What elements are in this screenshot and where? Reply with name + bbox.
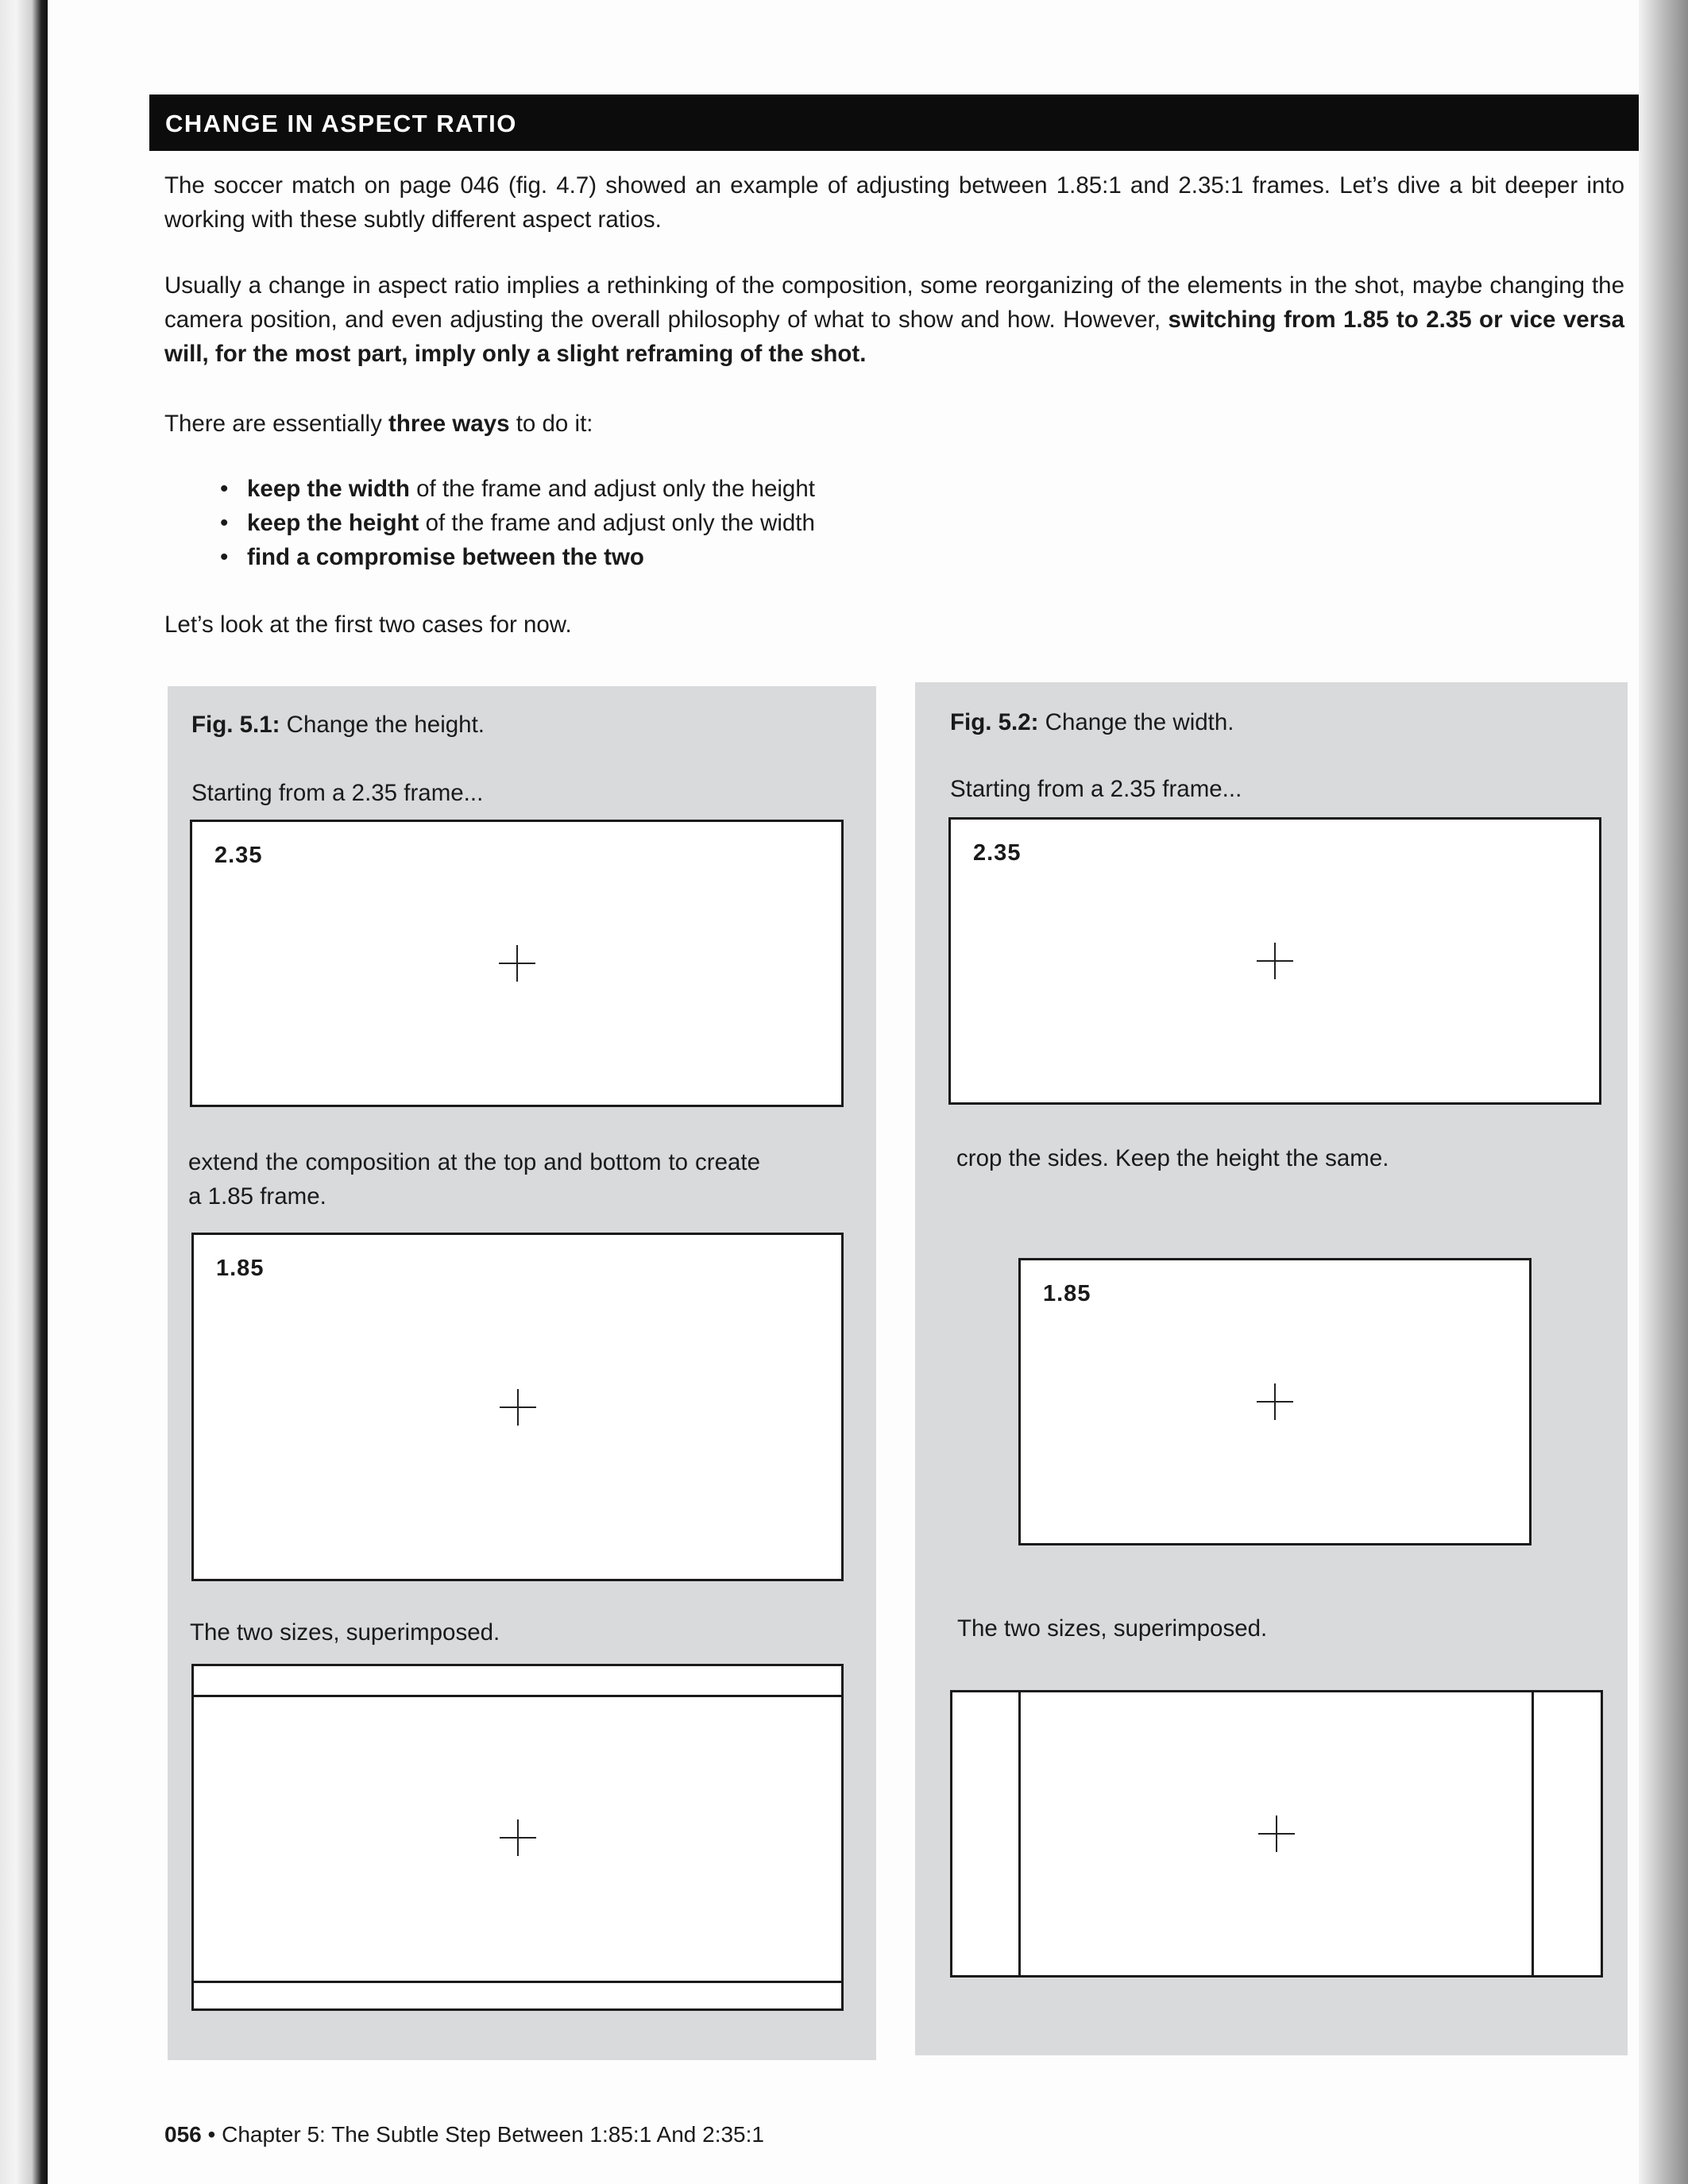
separator: • bbox=[201, 2122, 222, 2147]
section-title: CHANGE IN ASPECT RATIO bbox=[165, 110, 517, 137]
text: Usually a change in aspect ratio implies a rethinking of the composition, some reorganizing of the elements in the shot, maybe changing the camera position, and even adjusting the overall philosophy of what to show and how. However, bbox=[164, 272, 1624, 333]
page-footer bbox=[164, 2122, 764, 2147]
fig2-caption bbox=[950, 705, 1234, 739]
bullet-item bbox=[220, 506, 815, 540]
frame-2-35-bottom-line bbox=[194, 1981, 841, 1983]
frame-label: 2.35 bbox=[214, 843, 263, 868]
bold-text: find a compromise between the two bbox=[247, 544, 644, 570]
page-number: 056 bbox=[164, 2122, 202, 2147]
paragraph-three-ways bbox=[164, 407, 1624, 441]
frame-superimposed bbox=[191, 1664, 844, 2011]
frame-superimposed bbox=[950, 1690, 1603, 1978]
bold-text: switching from 1.85 to 2.35 or vice versa will, for the most part, imply only a slight reframing of the shot. bbox=[164, 307, 1624, 367]
paragraph-first-two: Let’s look at the first two cases for now. bbox=[164, 612, 572, 638]
fig2-start-text: Starting from a 2.35 frame... bbox=[950, 776, 1242, 802]
paragraph-intro: The soccer match on page 046 (fig. 4.7) showed an example of adjusting between 1.85:1 and 2.35:1 frames. Let’s dive a bit deeper into working with these subtly different aspect ratios. bbox=[164, 172, 1624, 233]
frame-2-35 bbox=[190, 820, 844, 1107]
frame-1-85-left-line bbox=[1018, 1692, 1021, 1975]
fig-title: Change the height. bbox=[280, 712, 485, 738]
frame-1-85-right-line bbox=[1532, 1692, 1534, 1975]
bold-text: three ways bbox=[388, 411, 510, 437]
bullet-icon: • bbox=[220, 476, 229, 502]
frame-label: 2.35 bbox=[973, 840, 1022, 866]
fig-title: Change the width. bbox=[1038, 709, 1234, 735]
bullet-item bbox=[220, 540, 644, 574]
bullet-item bbox=[220, 472, 815, 506]
crosshair-icon bbox=[1257, 943, 1293, 979]
fig1-start-text: Starting from a 2.35 frame... bbox=[191, 780, 484, 806]
fig1-bottom-text: The two sizes, superimposed. bbox=[190, 1619, 500, 1646]
crosshair-icon bbox=[500, 1389, 536, 1426]
crosshair-icon bbox=[500, 1819, 536, 1856]
frame-label: 1.85 bbox=[1043, 1281, 1091, 1306]
fig1-caption bbox=[191, 708, 485, 742]
bullet-icon: • bbox=[220, 510, 229, 536]
fig-label: Fig. 5.2: bbox=[950, 709, 1039, 735]
page-edge-shadow bbox=[1639, 0, 1688, 2184]
frame-label: 1.85 bbox=[216, 1256, 265, 1281]
paragraph-aspect-change bbox=[164, 268, 1624, 371]
text: There are essentially bbox=[164, 411, 389, 437]
crosshair-icon bbox=[499, 945, 535, 982]
bold-text: keep the width bbox=[247, 476, 410, 502]
crosshair-icon bbox=[1258, 1815, 1295, 1852]
text: of the frame and adjust only the width bbox=[419, 510, 815, 536]
frame-2-35-top-line bbox=[194, 1695, 841, 1697]
text: of the frame and adjust only the height bbox=[409, 476, 815, 502]
frame-2-35 bbox=[948, 817, 1601, 1105]
fig1-middle-text: extend the composition at the top and bottom to create a 1.85 frame. bbox=[188, 1149, 760, 1210]
section-header bbox=[149, 95, 1639, 151]
crosshair-icon bbox=[1257, 1383, 1293, 1420]
text: to do it: bbox=[509, 411, 593, 437]
chapter-title: Chapter 5: The Subtle Step Between 1:85:1 And 2:35:1 bbox=[222, 2122, 764, 2147]
frame-1-85 bbox=[1018, 1258, 1532, 1545]
fig2-bottom-text: The two sizes, superimposed. bbox=[957, 1615, 1268, 1642]
fig2-middle-text: crop the sides. Keep the height the same. bbox=[956, 1145, 1389, 1171]
book-binding bbox=[0, 0, 48, 2184]
bullet-icon: • bbox=[220, 544, 229, 570]
fig-label: Fig. 5.1: bbox=[191, 712, 280, 738]
frame-1-85 bbox=[191, 1233, 844, 1581]
bold-text: keep the height bbox=[247, 510, 419, 536]
